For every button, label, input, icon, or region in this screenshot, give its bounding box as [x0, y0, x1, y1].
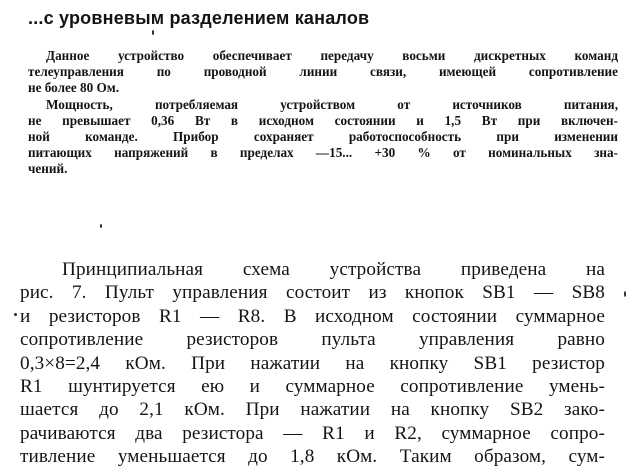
power-line: питающих напряжений в пределах —15... +30 % от номинальных зна-	[28, 144, 618, 160]
power-line: не превышает 0,36 Вт в исходном состоянии и 1,5 Вт при включен-	[28, 113, 618, 129]
body-line: R1 шунтируется ею и суммарное сопротивление умень-	[20, 376, 605, 398]
section-heading: ...с уровневым разделением каналов	[28, 8, 370, 28]
intro-line: телеуправления по проводной линии связи, имеющей сопротивление	[28, 63, 618, 79]
body-line: рачиваются два резистора — R1 и R2, суммарное сопро-	[20, 422, 605, 444]
scan-speck	[14, 313, 17, 316]
power-paragraph	[28, 97, 618, 176]
intro-paragraph	[28, 48, 618, 95]
body-paragraph	[20, 258, 605, 469]
scan-speck	[152, 30, 154, 35]
power-line: ной команде. Прибор сохраняет работоспособность при изменении	[28, 128, 618, 144]
scan-speck	[100, 224, 102, 228]
body-line: Принципиальная схема устройства приведена на	[62, 259, 605, 280]
body-line: рис. 7. Пульт управления состоит из кнопок SB1 — SB8	[20, 282, 605, 304]
specs-block	[28, 48, 618, 176]
body-line: 0,3×8=2,4 кОм. При нажатии на кнопку SB1 резистор	[20, 352, 605, 374]
intro-line: не более 80 Ом.	[28, 79, 120, 95]
power-line: Мощность, потребляемая устройством от источников питания,	[46, 97, 618, 113]
power-line: чений.	[28, 160, 68, 176]
scan-speck	[624, 291, 626, 297]
body-line: и резисторов R1 — R8. В исходном состоянии суммарное	[20, 305, 605, 327]
body-line: сопротивление резисторов пульта управления равно	[20, 329, 605, 351]
body-line: шается до 2,1 кОм. При нажатии на кнопку SB2 зако-	[20, 399, 605, 421]
body-line: тивление уменьшается до 1,8 кОм. Таким образом, сум-	[20, 446, 605, 468]
intro-line: Данное устройство обеспечивает передачу восьми дискретных команд	[46, 48, 618, 63]
